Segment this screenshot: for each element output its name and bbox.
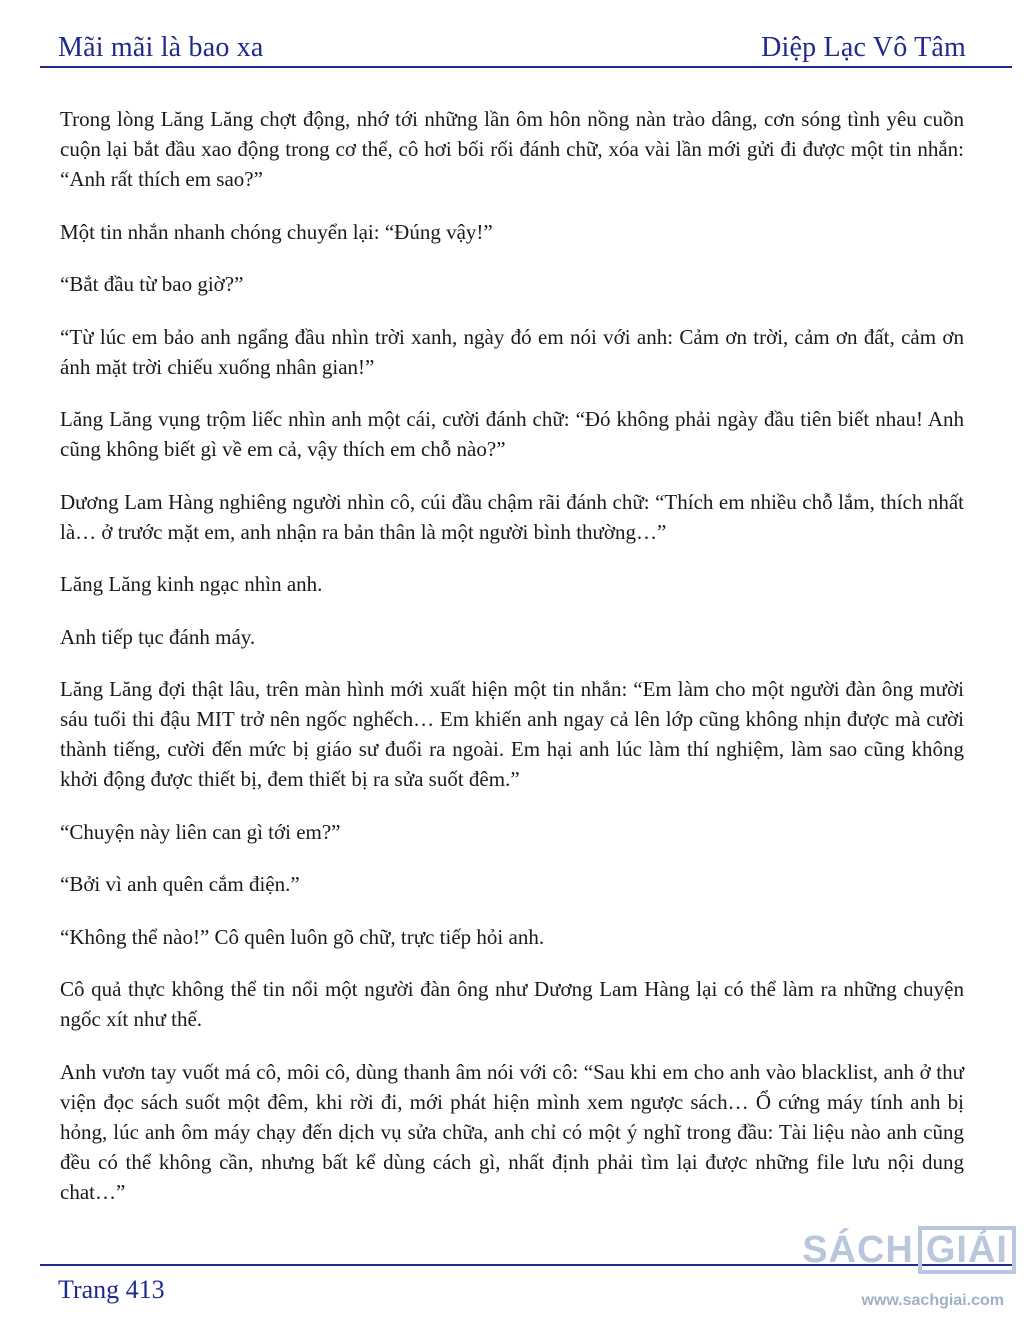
book-title: Mãi mãi là bao xa <box>58 32 264 63</box>
page-header <box>58 24 966 64</box>
paragraph: Anh vươn tay vuốt má cô, môi cô, dùng thanh âm nói với cô: “Sau khi em cho anh vào blacklist, anh ở thư viện đọc sách suốt một đêm, khi rời đi, mới phát hiện mình xem ngược sách… Ổ cứng máy tính anh bị hỏng, lúc anh ôm máy chạy đến dịch vụ sửa chữa, anh chỉ có một ý nghĩ trong đầu: Tài liệu nào anh cũng đều có thể không cần, nhưng bất kể dùng cách gì, nhất định phải tìm lại được những file lưu nội dung chat…” <box>60 1059 964 1204</box>
watermark-url: www.sachgiai.com <box>861 1292 1004 1309</box>
paragraph: Lăng Lăng kinh ngạc nhìn anh. <box>60 572 323 596</box>
paragraph: Anh tiếp tục đánh máy. <box>60 624 256 649</box>
paragraph: “Từ lúc em bảo anh ngẩng đầu nhìn trời xanh, ngày đó em nói với anh: Cảm ơn trời, cảm ơn đất, cảm ơn ánh mặt trời chiếu xuống nhân gian!” <box>60 324 964 379</box>
watermark-brand-right: GIẢI <box>918 1226 1016 1274</box>
paragraph: Dương Lam Hàng nghiêng người nhìn cô, cúi đầu chậm rãi đánh chữ: “Thích em nhiều chỗ lắm, thích nhất là… ở trước mặt em, anh nhận ra bản thân là một người bình thường…” <box>60 489 964 544</box>
paragraph: Một tin nhắn nhanh chóng chuyển lại: “Đúng vậy!” <box>60 219 493 244</box>
paragraph: Cô quả thực không thể tin nổi một người đàn ông như Dương Lam Hàng lại có thể làm ra những chuyện ngốc xít như thế. <box>60 977 964 1031</box>
header-divider <box>40 66 1012 68</box>
watermark-brand-left: SÁCH <box>802 1228 914 1271</box>
paragraph: “Bắt đầu từ bao giờ?” <box>60 272 244 296</box>
paragraph: Lăng Lăng đợi thật lâu, trên màn hình mới xuất hiện một tin nhắn: “Em làm cho một người đàn ông mười sáu tuổi thi đậu MIT trở nên ngốc nghếch… Em khiến anh ngay cả lên lớp cũng không nhịn được mà cười thành tiếng, cười đến mức bị giáo sư đuổi ra ngoài. Em hại anh lúc làm thí nghiệm, làm sao cũng không khởi động được thiết bị, đem thiết bị ra sửa suốt đêm.” <box>60 677 964 791</box>
paragraph: Lăng Lăng vụng trộm liếc nhìn anh một cái, cười đánh chữ: “Đó không phải ngày đầu tiên biết nhau! Anh cũng không biết gì về em cả, vậy thích em chỗ nào?” <box>60 407 964 461</box>
page-body <box>60 104 964 1229</box>
paragraph: Trong lòng Lăng Lăng chợt động, nhớ tới những lần ôm hôn nồng nàn trào dâng, cơn sóng tình yêu cuồn cuộn lại bắt đầu xao động trong cơ thể, cô hơi bối rối đánh chữ, xóa vài lần mới gửi đi được một tin nhắn: “Anh rất thích em sao?” <box>60 107 964 191</box>
paragraph: “Chuyện này liên can gì tới em?” <box>60 819 341 844</box>
paragraph: “Không thể nào!” Cô quên luôn gõ chữ, trực tiếp hỏi anh. <box>60 924 545 949</box>
paragraph: “Bởi vì anh quên cắm điện.” <box>60 872 300 896</box>
watermark <box>802 1226 1016 1321</box>
watermark-logo <box>802 1226 1016 1274</box>
page-number: Trang 413 <box>58 1275 165 1304</box>
author-name: Diệp Lạc Vô Tâm <box>761 32 966 63</box>
